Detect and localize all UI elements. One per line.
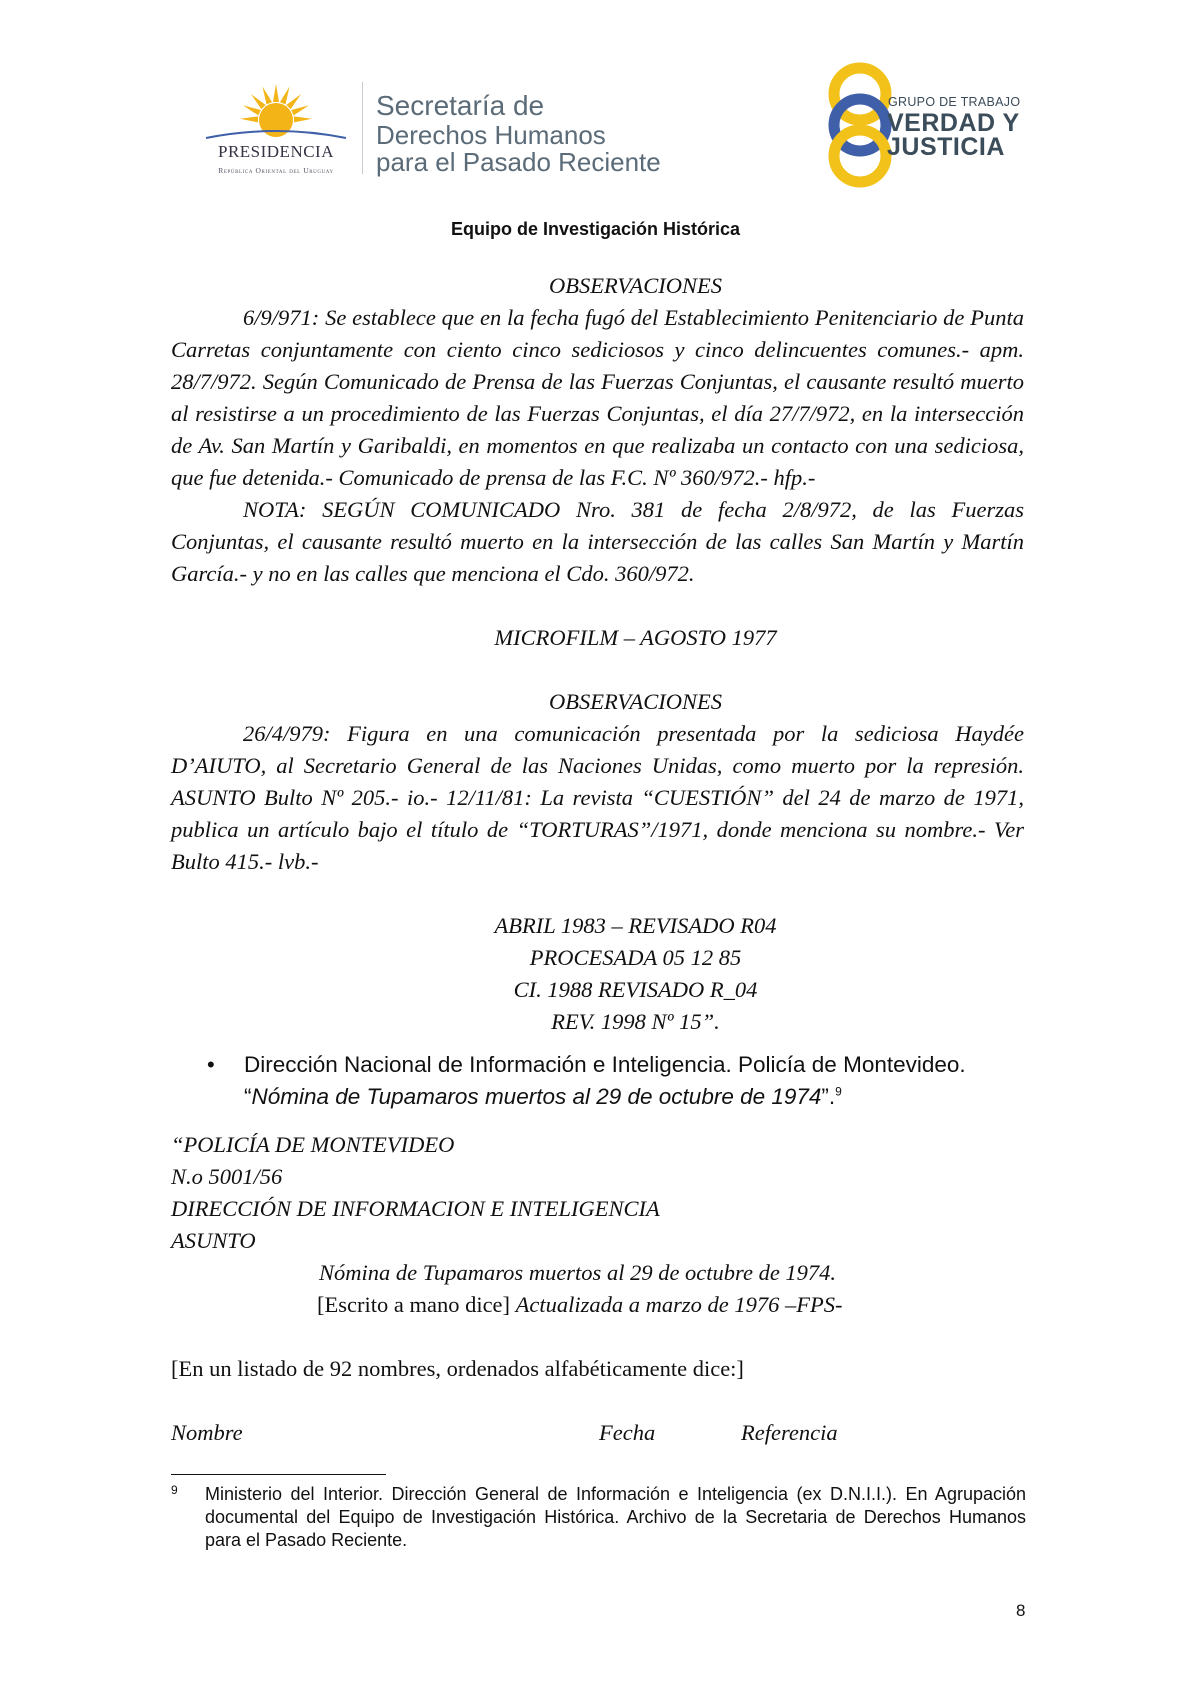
observaciones-paragraph-2: 26/4/979: Figura en una comunicación presentada por la sediciosa Haydée D’AIUTO, al Secretario General de las Naciones Unidas, como muerto por la represión. ASUNTO Bulto Nº 205.- io.- 12/11/81: La revista “CUESTIÓN” del 24 de marzo de 1971, publica un artículo bajo el título de “TORTURAS”/1971, donde menciona su nombre.- Ver Bulto 415.- lvb.- <box>171 721 1024 874</box>
revision-line-4: REV. 1998 Nº 15”. <box>551 1009 720 1034</box>
footnote-text: Ministerio del Interior. Dirección General de Información e Inteligencia (ex D.N.I.I.). En Agrupación documental del Equipo de Investigación Histórica. Archivo de la Secretaria de Derechos Humanos para el Pasado Reciente. <box>205 1484 1026 1550</box>
verdad-label: VERDAD Y <box>887 109 1020 137</box>
team-title: Equipo de Investigación Histórica <box>450 219 741 239</box>
doc-line-4: ASUNTO <box>171 1228 256 1253</box>
observaciones-heading-2: OBSERVACIONES <box>549 689 722 714</box>
column-fecha: Fecha <box>599 1420 656 1445</box>
secretaria-line1: Secretaría de <box>376 90 545 121</box>
nomina-title: Nómina de Tupamaros muertos al 29 de octubre de 1974 <box>251 1084 822 1109</box>
observaciones-body-1 <box>171 302 1024 590</box>
listing-note: [En un listado de 92 nombres, ordenados alfabéticamente dice:] <box>171 1356 744 1381</box>
presidencia-label: PRESIDENCIA <box>217 142 334 161</box>
quote-open: “ <box>244 1084 252 1109</box>
grupo-trabajo-label: GRUPO DE TRABAJO <box>888 95 1021 109</box>
quote-close: ”. <box>821 1084 836 1109</box>
observaciones-paragraph-1: 6/9/971: Se establece que en la fecha fugó del Establecimiento Penitenciario de Punta Carretas conjuntamente con ciento cinco sediciosos y cinco delincuentes comunes.- apm. 28/7/972. Según Comunicado de Prensa de las Fuerzas Conjuntas, el causante resultó muerto al resistirse a un procedimiento de las Fuerzas Conjuntas, el día 27/7/972, en la intersección de Av. San Martín y Garibaldi, en momentos en que realizaba un contacto con una sediciosa, que fue detenida.- Comunicado de prensa de las F.C. Nº 360/972.- hfp.- <box>171 305 1024 490</box>
asunto-text: Nómina de Tupamaros muertos al 29 de octubre de 1974. <box>319 1260 837 1285</box>
handwritten-prefix: [Escrito a mano dice] <box>317 1292 511 1317</box>
doc-line-2: N.o 5001/56 <box>171 1164 283 1189</box>
secretaria-line3: para el Pasado Reciente <box>376 147 661 177</box>
bullet-line-2 <box>244 1084 842 1110</box>
column-referencia: Referencia <box>741 1420 838 1445</box>
observaciones-heading-1: OBSERVACIONES <box>549 273 722 298</box>
presidencia-sublabel: República Oriental del Uruguay <box>218 166 334 175</box>
footnote-number: 9 <box>171 1483 178 1497</box>
revision-line-1: ABRIL 1983 – REVISADO R04 <box>494 913 777 938</box>
observaciones-body-2 <box>171 718 1024 878</box>
bullet-marker: • <box>207 1052 215 1077</box>
nota-paragraph: NOTA: SEGÚN COMUNICADO Nro. 381 de fecha 2/8/972, de las Fuerzas Conjuntas, el causante resultó muerto en la intersección de las calles San Martín y Martín García.- y no en las calles que menciona el Cdo. 360/972. <box>171 497 1024 586</box>
page-number: 8 <box>1016 1601 1026 1620</box>
column-nombre: Nombre <box>171 1420 243 1445</box>
handwritten-text: Actualizada a marzo de 1976 –FPS- <box>515 1292 843 1317</box>
logo-divider <box>362 82 363 174</box>
justicia-label: JUSTICIA <box>887 133 1005 161</box>
secretaria-line2: Derechos Humanos <box>376 120 606 150</box>
microfilm-line: MICROFILM – AGOSTO 1977 <box>494 625 777 650</box>
sun-icon <box>196 80 356 150</box>
doc-line-3: DIRECCIÓN DE INFORMACION E INTELIGENCIA <box>171 1196 660 1221</box>
revision-line-2: PROCESADA 05 12 85 <box>529 945 742 970</box>
handwritten-line <box>317 1292 843 1318</box>
footnote-ref[interactable]: 9 <box>835 1084 842 1099</box>
bullet-line-1: Dirección Nacional de Información e Inteligencia. Policía de Montevideo. <box>244 1052 966 1077</box>
presidencia-logo <box>196 80 356 180</box>
footnote-separator <box>171 1474 386 1475</box>
revision-line-3: CI. 1988 REVISADO R_04 <box>513 977 758 1002</box>
doc-line-1: “POLICÍA DE MONTEVIDEO <box>171 1132 455 1157</box>
